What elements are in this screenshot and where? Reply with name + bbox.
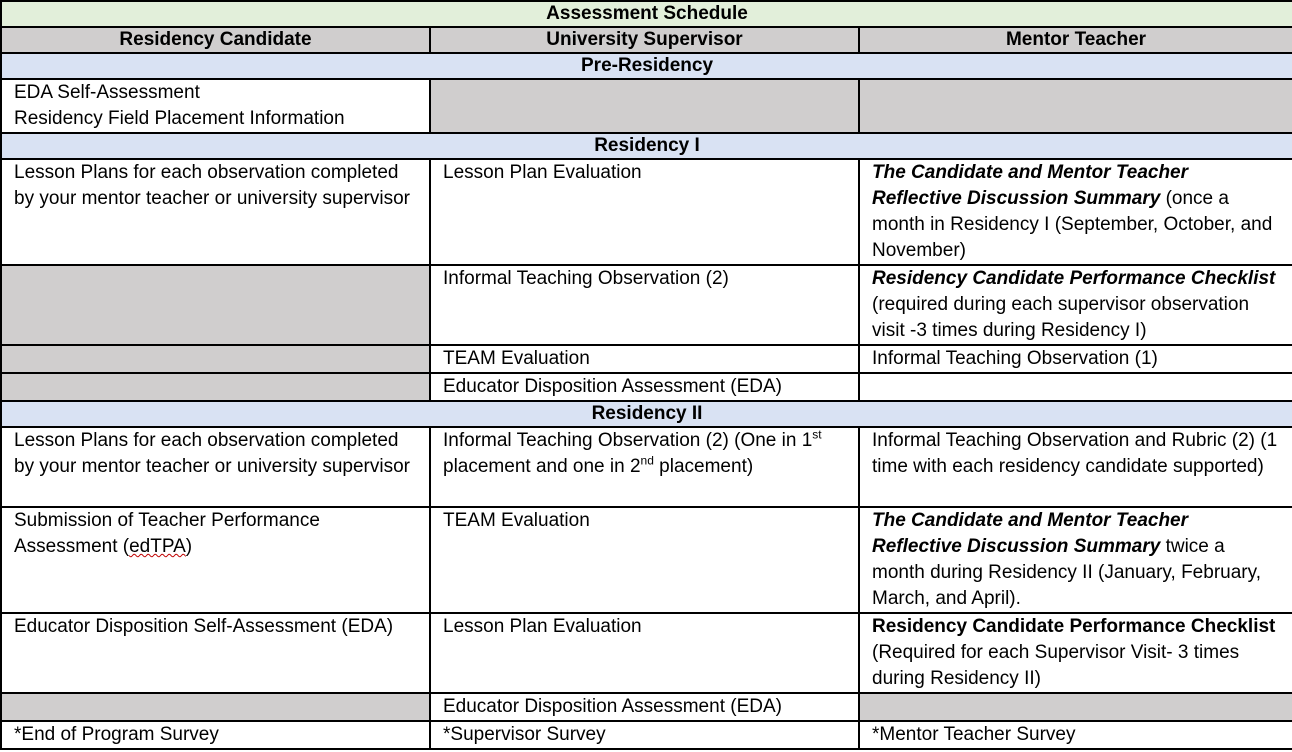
section-pre-residency bbox=[1, 53, 1292, 79]
supervisor-cell bbox=[430, 427, 859, 507]
mentor-cell: Informal Teaching Observation (1) bbox=[859, 345, 1292, 373]
empty-cell bbox=[430, 79, 859, 133]
cell-text: EDA Self-Assessment bbox=[14, 82, 200, 103]
mentor-cell bbox=[859, 613, 1292, 693]
empty-cell bbox=[859, 693, 1292, 721]
cell-text: Residency Field Placement Information bbox=[14, 108, 345, 129]
table-title: Assessment Schedule bbox=[1, 1, 1292, 27]
table-row bbox=[1, 507, 1292, 613]
empty-cell bbox=[1, 373, 430, 401]
table-row-surveys bbox=[1, 721, 1292, 749]
cell-text-bold: The Candidate and Mentor Teacher Reflective Discussion Summary bbox=[872, 510, 1189, 557]
cell-text: (required during each supervisor observation visit -3 times during Residency I) bbox=[872, 294, 1250, 341]
header-row bbox=[1, 27, 1292, 53]
candidate-cell: Lesson Plans for each observation completed by your mentor teacher or university supervisor bbox=[1, 159, 430, 265]
mentor-survey: *Mentor Teacher Survey bbox=[859, 721, 1292, 749]
supervisor-cell: TEAM Evaluation bbox=[430, 345, 859, 373]
mentor-cell bbox=[859, 159, 1292, 265]
table-row bbox=[1, 265, 1292, 345]
table-row bbox=[1, 373, 1292, 401]
table-row bbox=[1, 613, 1292, 693]
spellcheck-word: edTPA bbox=[129, 536, 186, 557]
mentor-cell bbox=[859, 507, 1292, 613]
empty-cell bbox=[1, 693, 430, 721]
supervisor-cell: TEAM Evaluation bbox=[430, 507, 859, 613]
table-row bbox=[1, 79, 1292, 133]
supervisor-cell: Informal Teaching Observation (2) bbox=[430, 265, 859, 345]
section-label: Residency II bbox=[1, 401, 1292, 427]
cell-text-bold: The Candidate and Mentor Teacher Reflective Discussion Summary bbox=[872, 162, 1189, 209]
supervisor-cell: Lesson Plan Evaluation bbox=[430, 613, 859, 693]
cell-text-bold: Residency Candidate Performance Checklist bbox=[872, 268, 1276, 289]
section-residency-1 bbox=[1, 133, 1292, 159]
empty-cell bbox=[1, 345, 430, 373]
cell-text: Submission of Teacher Performance Assessment ( bbox=[14, 510, 320, 557]
mentor-cell bbox=[859, 265, 1292, 345]
candidate-cell: Lesson Plans for each observation completed by your mentor teacher or university supervisor bbox=[1, 427, 430, 507]
table-row bbox=[1, 693, 1292, 721]
cell-text: (once a month in Residency I (September, October, and November) bbox=[872, 188, 1273, 261]
table-row bbox=[1, 159, 1292, 265]
cell-text-bold: Residency Candidate Performance Checklist bbox=[872, 616, 1276, 637]
ordinal-suffix: st bbox=[812, 427, 822, 442]
section-label: Pre-Residency bbox=[1, 53, 1292, 79]
candidate-cell bbox=[1, 79, 430, 133]
section-label: Residency I bbox=[1, 133, 1292, 159]
ordinal-suffix: nd bbox=[640, 453, 654, 468]
supervisor-survey: *Supervisor Survey bbox=[430, 721, 859, 749]
empty-cell bbox=[1, 265, 430, 345]
mentor-cell: Informal Teaching Observation and Rubric (2) (1 time with each residency candidate supported) bbox=[859, 427, 1292, 507]
table-row bbox=[1, 345, 1292, 373]
supervisor-cell: Educator Disposition Assessment (EDA) bbox=[430, 693, 859, 721]
candidate-survey: *End of Program Survey bbox=[1, 721, 430, 749]
cell-text: Informal Teaching Observation (2) (One in 1 bbox=[443, 430, 813, 451]
header-university-supervisor: University Supervisor bbox=[430, 27, 859, 53]
cell-text: placement and one in 2 bbox=[443, 456, 641, 477]
empty-cell bbox=[859, 79, 1292, 133]
supervisor-cell: Lesson Plan Evaluation bbox=[430, 159, 859, 265]
header-mentor-teacher: Mentor Teacher bbox=[859, 27, 1292, 53]
header-residency-candidate: Residency Candidate bbox=[1, 27, 430, 53]
section-residency-2 bbox=[1, 401, 1292, 427]
candidate-cell bbox=[1, 507, 430, 613]
cell-text: ) bbox=[185, 536, 193, 557]
table-row bbox=[1, 427, 1292, 507]
supervisor-cell: Educator Disposition Assessment (EDA) bbox=[430, 373, 859, 401]
cell-text: (Required for each Supervisor Visit- 3 times during Residency II) bbox=[872, 642, 1240, 689]
title-row bbox=[1, 1, 1292, 27]
empty-cell bbox=[859, 373, 1292, 401]
candidate-cell: Educator Disposition Self-Assessment (EDA) bbox=[1, 613, 430, 693]
cell-text: placement) bbox=[653, 456, 754, 477]
cell-text: twice a month during Residency II (January, February, March, and April). bbox=[872, 536, 1261, 609]
